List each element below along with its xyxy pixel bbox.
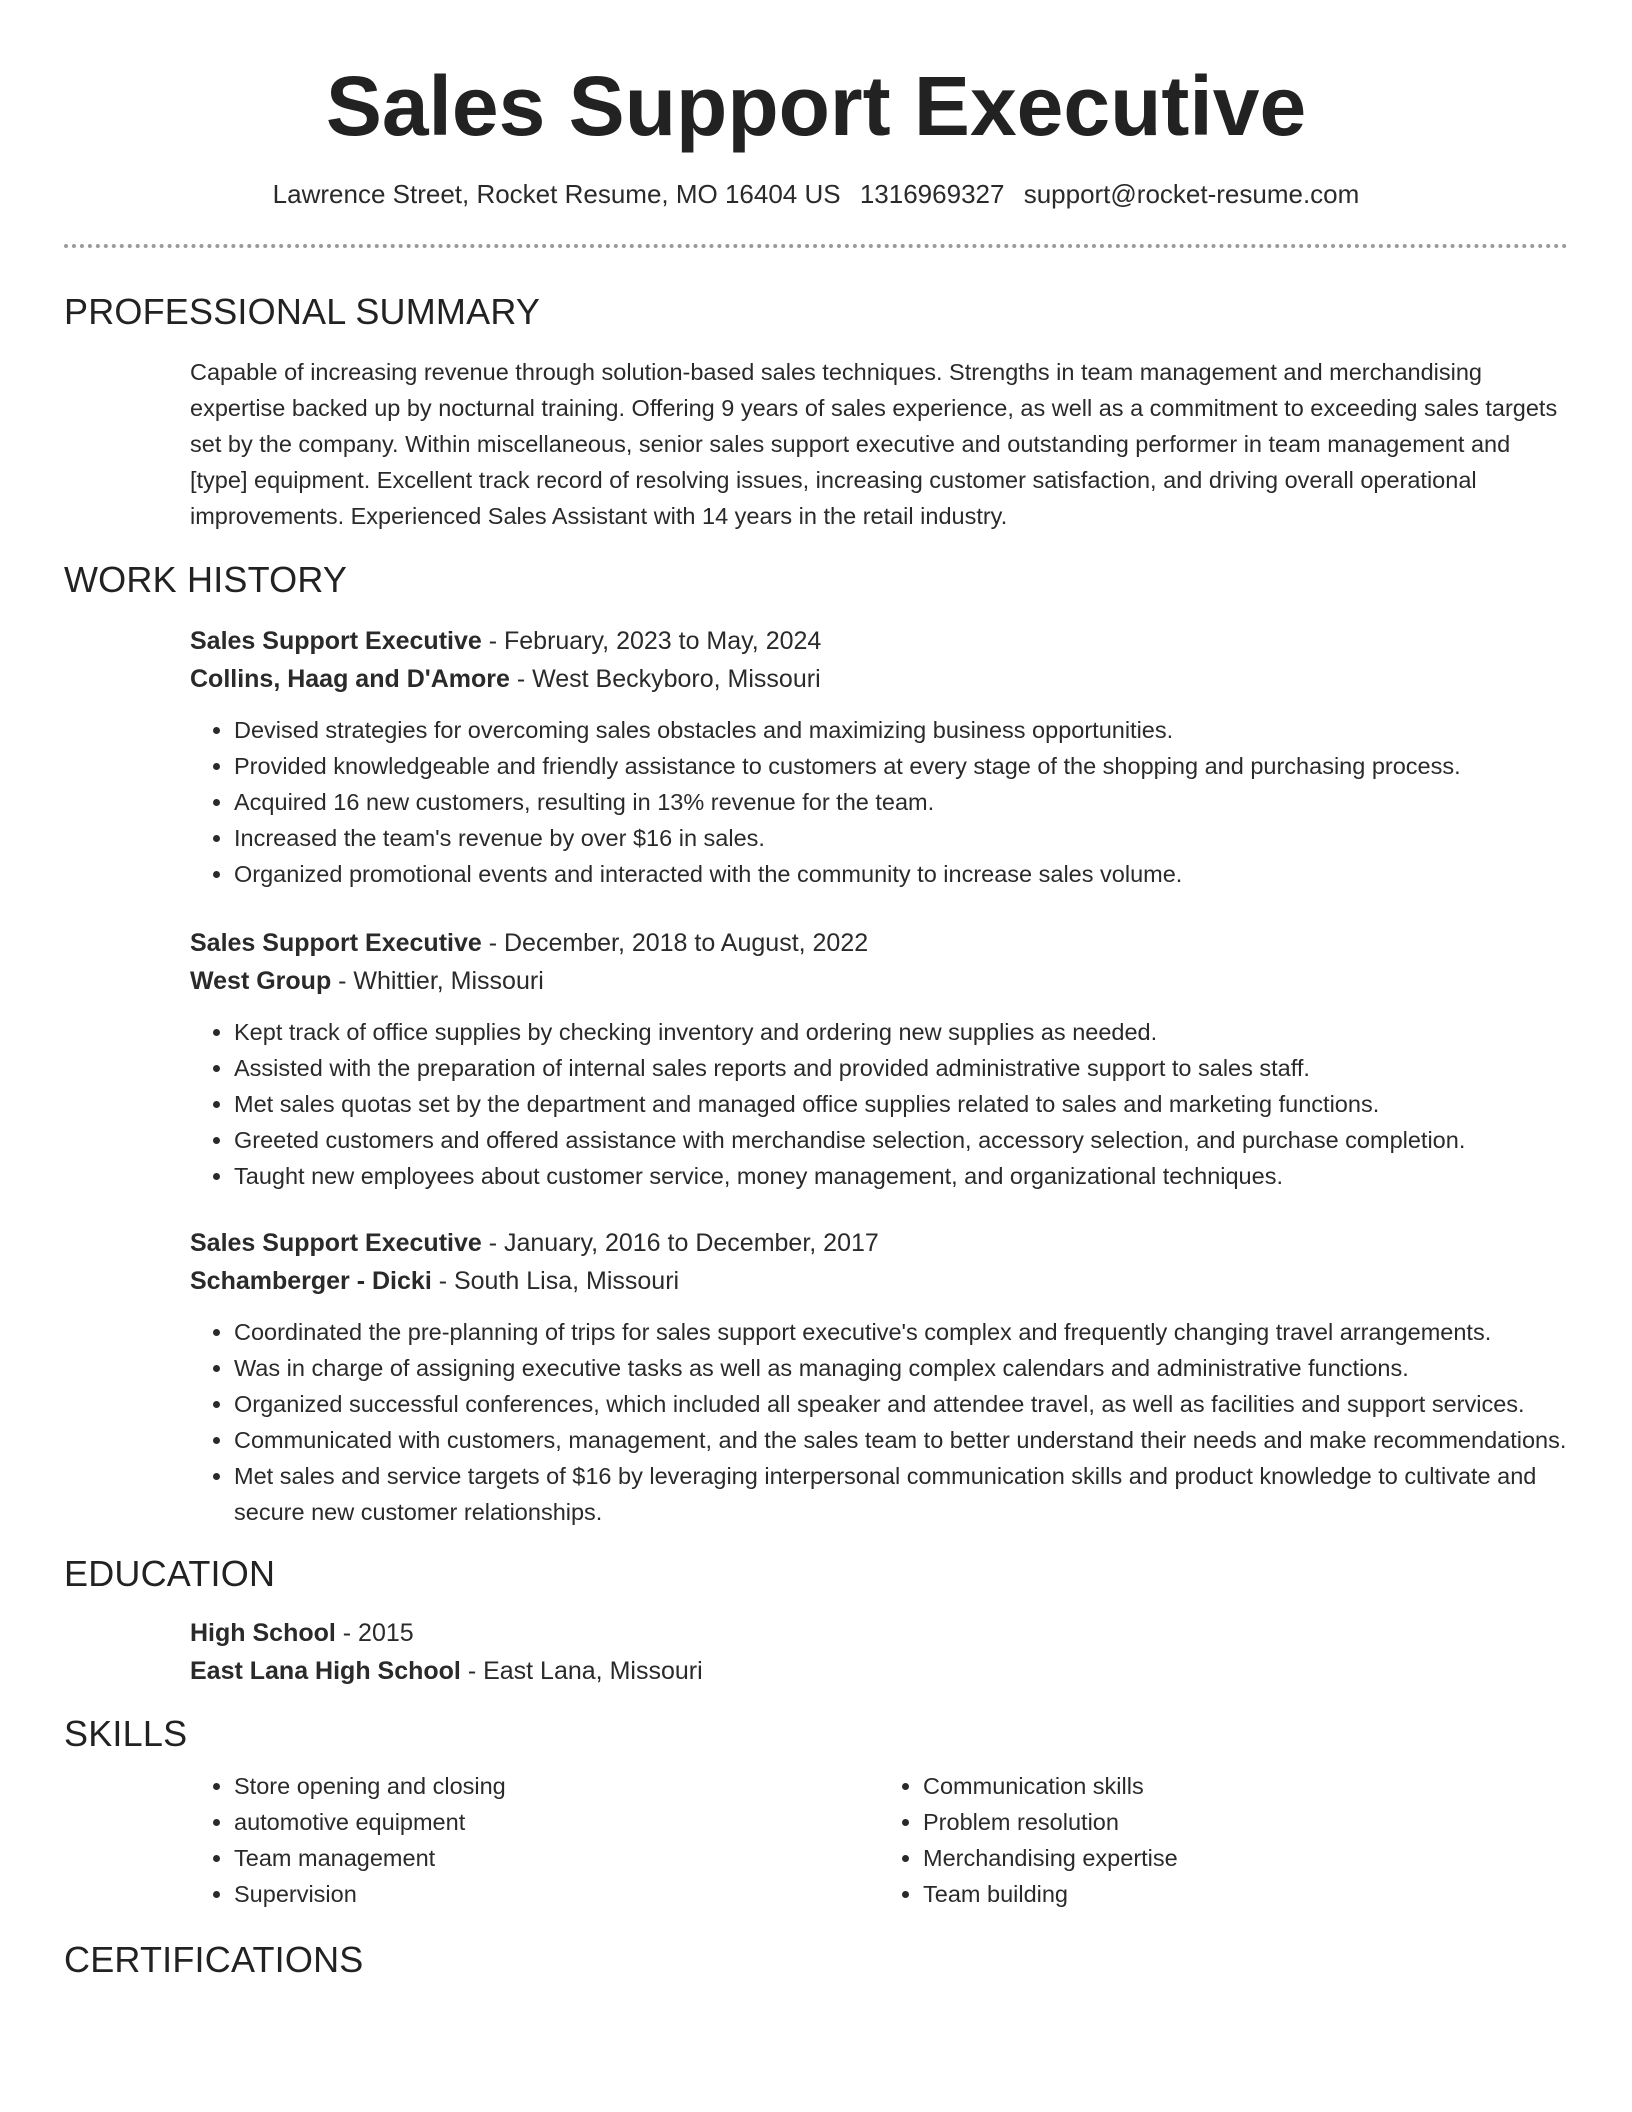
list-item: • Team building xyxy=(923,1876,1568,1912)
job-entry xyxy=(190,924,1568,1194)
list-item: • Organized promotional events and interacted with the community to increase sales volume. xyxy=(234,856,1568,892)
list-item: • Problem resolution xyxy=(923,1804,1568,1840)
education-year: - 2015 xyxy=(335,1619,414,1647)
list-item: • Taught new employees about customer service, money management, and organizational techniques. xyxy=(234,1158,1568,1194)
education-school-line xyxy=(190,1652,1568,1690)
list-item: • Met sales quotas set by the department and managed office supplies related to sales and marketing functions. xyxy=(234,1086,1568,1122)
list-item: • automotive equipment xyxy=(234,1804,879,1840)
list-item: • Coordinated the pre-planning of trips for sales support executive's complex and frequently changing travel arrangements. xyxy=(234,1314,1568,1350)
list-item: • Was in charge of assigning executive tasks as well as managing complex calendars and administrative functions. xyxy=(234,1350,1568,1386)
resume-page xyxy=(64,0,1568,1982)
job-title: Sales Support Executive xyxy=(190,627,482,655)
section-title-summary: PROFESSIONAL SUMMARY xyxy=(64,291,541,332)
contact-email: support@rocket-resume.com xyxy=(1023,179,1360,209)
skills-grid xyxy=(190,1768,1568,1912)
summary-text: Capable of increasing revenue through solution-based sales techniques. Strengths in team management and merchandising expertise backed up by nocturnal training. Offering 9 years of sales experience, as well as a commitment to exceeding sales targets set by the company. Within miscellaneous, senior sales support executive and outstanding performer in team management and [type] equipment. Excellent track record of resolving issues, increasing customer satisfaction, and driving overall operational improvements. Experienced Sales Assistant with 14 years in the retail industry. xyxy=(190,359,1558,529)
skills-section xyxy=(64,1712,1568,1912)
list-item: • Team management xyxy=(234,1840,879,1876)
contact-phone: 1316969327 xyxy=(859,179,1005,209)
job-dates: - February, 2023 to May, 2024 xyxy=(481,627,822,655)
contact-address: Lawrence Street, Rocket Resume, MO 16404 US xyxy=(272,179,841,209)
job-dates: - January, 2016 to December, 2017 xyxy=(481,1229,879,1257)
certifications-section xyxy=(64,1938,1568,1982)
list-item: • Supervision xyxy=(234,1876,879,1912)
contact-line xyxy=(64,178,1568,210)
skills-column-right xyxy=(879,1768,1568,1912)
list-item: • Increased the team's revenue by over $16 in sales. xyxy=(234,820,1568,856)
job-title-line xyxy=(190,622,1568,660)
job-bullets xyxy=(190,1314,1568,1530)
job-company-line xyxy=(190,962,1568,1000)
list-item: • Communication skills xyxy=(923,1768,1568,1804)
list-item: • Communicated with customers, management, and the sales team to better understand their needs and make recommendations. xyxy=(234,1422,1568,1458)
job-company: West Group xyxy=(190,967,332,995)
job-title-line xyxy=(190,1224,1568,1262)
list-item: • Merchandising expertise xyxy=(923,1840,1568,1876)
job-dates: - December, 2018 to August, 2022 xyxy=(481,929,869,957)
job-entry xyxy=(190,622,1568,892)
list-item: • Kept track of office supplies by checking inventory and ordering new supplies as needed. xyxy=(234,1014,1568,1050)
job-title: Sales Support Executive xyxy=(190,929,482,957)
education-degree-line xyxy=(190,1614,1568,1652)
job-company-line xyxy=(190,660,1568,698)
education-section xyxy=(64,1552,1568,1690)
education-school: East Lana High School xyxy=(190,1657,461,1685)
education-location: - East Lana, Missouri xyxy=(460,1657,703,1685)
section-title-education: EDUCATION xyxy=(64,1553,276,1594)
job-location: - Whittier, Missouri xyxy=(331,967,544,995)
job-company: Collins, Haag and D'Amore xyxy=(190,665,510,693)
list-item: • Store opening and closing xyxy=(234,1768,879,1804)
education-degree: High School xyxy=(190,1619,336,1647)
section-title-certifications: CERTIFICATIONS xyxy=(64,1939,364,1980)
skills-column-left xyxy=(190,1768,879,1912)
list-item: • Devised strategies for overcoming sales obstacles and maximizing business opportunities. xyxy=(234,712,1568,748)
list-item: • Organized successful conferences, which included all speaker and attendee travel, as well as facilities and support services. xyxy=(234,1386,1568,1422)
job-entry xyxy=(190,1224,1568,1530)
job-bullets xyxy=(190,712,1568,892)
section-title-work: WORK HISTORY xyxy=(64,559,348,600)
job-location: - West Beckyboro, Missouri xyxy=(509,665,821,693)
job-bullets xyxy=(190,1014,1568,1194)
job-location: - South Lisa, Missouri xyxy=(431,1267,680,1295)
header-divider xyxy=(64,244,1568,248)
list-item: • Met sales and service targets of $16 by leveraging interpersonal communication skills and product knowledge to cultivate and secure new customer relationships. xyxy=(234,1458,1568,1530)
list-item: • Greeted customers and offered assistance with merchandise selection, accessory selection, and purchase completion. xyxy=(234,1122,1568,1158)
list-item: • Acquired 16 new customers, resulting in 13% revenue for the team. xyxy=(234,784,1568,820)
work-section xyxy=(64,558,1568,1530)
education-entry xyxy=(190,1614,1568,1690)
summary-section xyxy=(64,290,1568,534)
list-item: • Provided knowledgeable and friendly assistance to customers at every stage of the shopping and purchasing process. xyxy=(234,748,1568,784)
resume-title: Sales Support Executive xyxy=(325,59,1307,153)
job-company: Schamberger - Dicki xyxy=(190,1267,432,1295)
job-company-line xyxy=(190,1262,1568,1300)
job-title-line xyxy=(190,924,1568,962)
list-item: • Assisted with the preparation of internal sales reports and provided administrative support to sales staff. xyxy=(234,1050,1568,1086)
section-title-skills: SKILLS xyxy=(64,1713,188,1754)
job-title: Sales Support Executive xyxy=(190,1229,482,1257)
